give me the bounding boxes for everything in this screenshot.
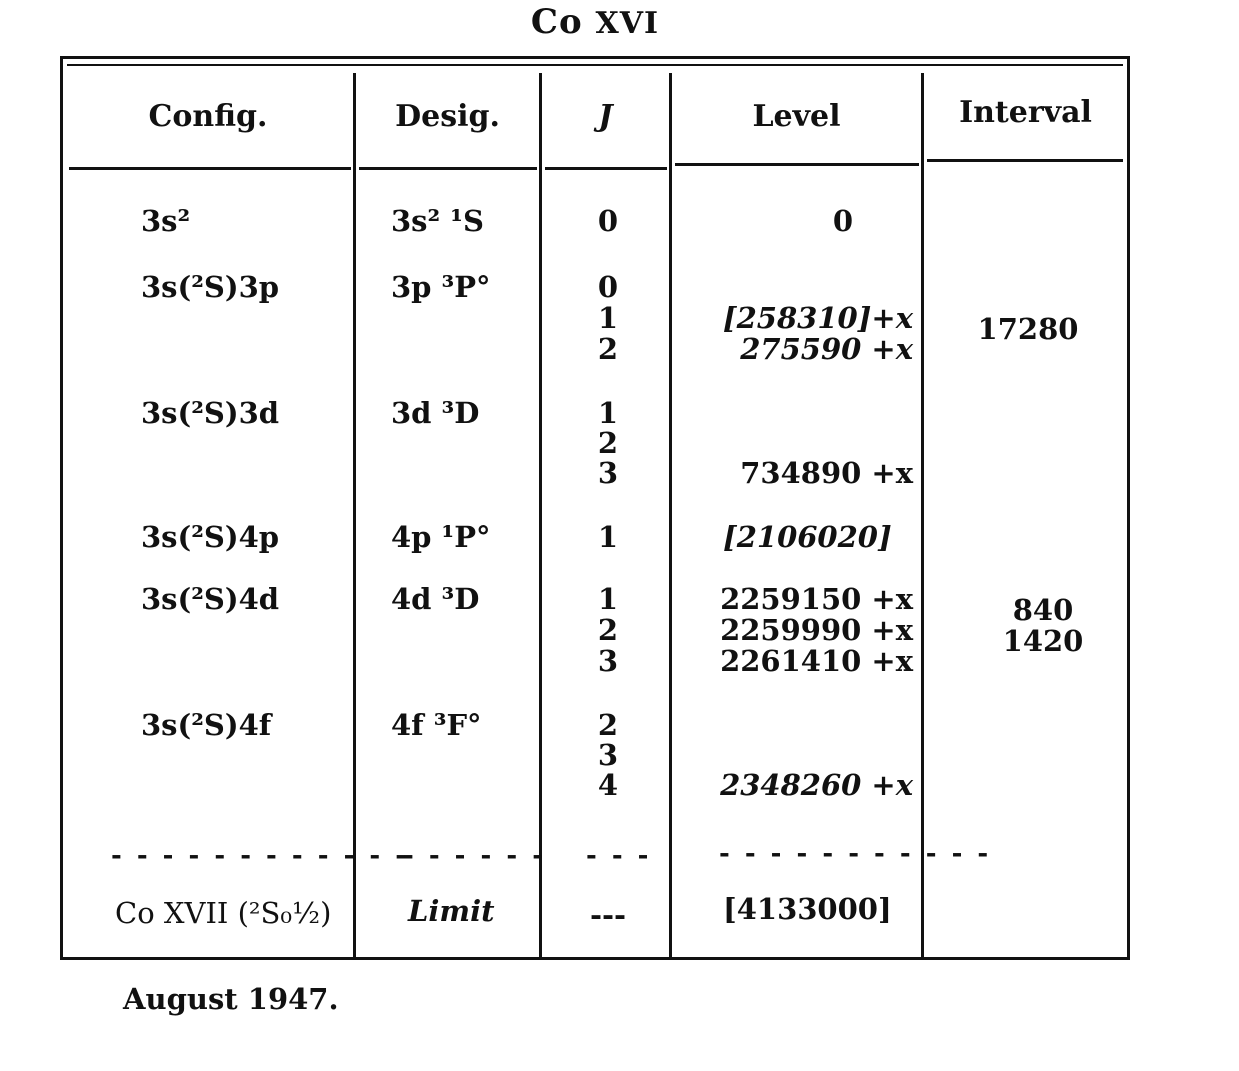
header-rule-interval [927,159,1123,162]
level-value: 2259990 +x [720,613,913,647]
header-level: Level [752,99,841,134]
dash-separator: - - - - - - - - - - - [719,839,992,869]
header-j: J [598,99,613,134]
interval-value: 17280 [977,312,1079,346]
j-value: 2 [597,708,619,742]
j-value: 1 [597,520,619,554]
interval-value: 1420 [1002,624,1084,658]
energy-level-table [60,56,1130,960]
config-cell: 3s(²S)4d [141,582,280,616]
limit-config: Co XVII (²S₀½) [115,896,332,930]
desig-cell: 3p ³P° [391,270,491,304]
level-value: 734890 +x [740,456,913,490]
config-cell: 3s(²S)4f [141,708,272,742]
level-value: [258310]+x [722,301,913,335]
divider-config-desig [353,73,356,957]
footer-date: August 1947. [123,982,339,1016]
j-value: 0 [597,270,619,304]
header-rule-j [545,167,667,170]
level-value: 2259150 +x [720,582,913,616]
j-value: 2 [597,613,619,647]
level-value: 2261410 +x [720,644,913,678]
j-value: 0 [597,204,619,238]
config-cell: 3s(²S)3p [141,270,280,304]
divider-j-level [669,73,672,957]
j-value: 1 [597,396,619,430]
limit-j: --- [589,898,627,932]
j-value: 1 [597,301,619,335]
j-value: 3 [597,644,619,678]
header-rule-config [69,167,351,170]
level-value: 275590 +x [740,332,913,366]
config-cell: 3s(²S)4p [141,520,280,554]
j-value: 3 [597,456,619,490]
header-desig: Desig. [395,99,500,134]
desig-cell: 4f ³F° [391,708,482,742]
dash-separator: - - - - - - - - - - - - [111,841,410,871]
divider-level-interval [921,73,924,957]
divider-desig-j [539,73,542,957]
level-value: 0 [832,204,853,238]
level-value: 2348260 +x [720,768,913,802]
j-value: 3 [597,738,619,772]
j-value: 2 [597,332,619,366]
header-interval: Interval [959,95,1092,130]
limit-level: [4133000] [723,892,892,926]
page-title: Co XVI [530,2,660,42]
desig-cell: 4p ¹P° [391,520,491,554]
config-cell: 3s(²S)3d [141,396,280,430]
interval-value: 840 [1012,593,1074,627]
header-config: Config. [148,99,268,134]
dash-separator: - - - [586,841,652,871]
config-cell: 3s² [141,204,191,238]
limit-desig: Limit [408,894,495,928]
table-top-rule [67,64,1123,66]
desig-cell: 4d ³D [391,582,480,616]
header-rule-level [675,163,919,166]
desig-cell: 3s² ¹S [391,204,484,238]
header-rule-desig [359,167,537,170]
dash-separator: - - - - - - [403,841,547,871]
level-value: [2106020] [723,520,892,554]
j-value: 1 [597,582,619,616]
j-value: 2 [597,426,619,460]
j-value: 4 [597,768,619,802]
desig-cell: 3d ³D [391,396,480,430]
